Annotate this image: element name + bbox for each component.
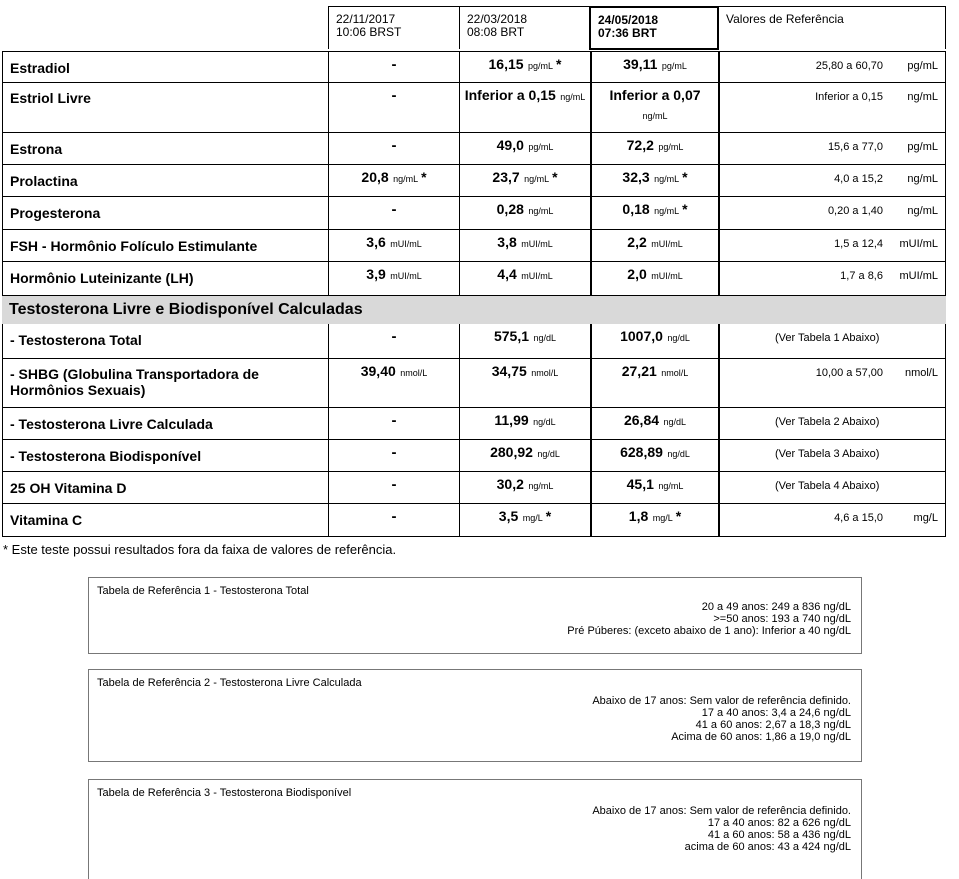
result-unit: ng/mL	[524, 174, 550, 184]
table-row	[2, 197, 946, 230]
empty-result: -	[391, 137, 397, 154]
result-value: 628,89	[620, 444, 663, 460]
result-value: 3,8	[497, 234, 517, 250]
result-cell	[459, 504, 590, 536]
reference-line: 41 a 60 anos: 2,67 a 18,3 ng/dL	[695, 719, 851, 731]
test-name-cell	[2, 324, 328, 358]
result-unit: ng/mL	[642, 111, 668, 121]
reference-cell	[720, 52, 946, 82]
header-col-2-date: 22/03/2018	[467, 12, 528, 26]
footnote: * Este teste possui resultados fora da faixa de valores de referência.	[3, 542, 397, 557]
result-unit: ng/mL	[393, 174, 419, 184]
reference-note: (Ver Tabela 4 Abaixo)	[775, 480, 880, 492]
result-unit: ng/dL	[667, 449, 690, 459]
table-row	[2, 408, 946, 440]
result-cell	[459, 262, 590, 295]
result-cell	[459, 324, 590, 358]
header-reference-label: Valores de Referência	[726, 12, 844, 26]
test-name-cell	[2, 230, 328, 261]
result-value: 39,40	[360, 363, 396, 379]
out-of-range-marker: *	[682, 201, 688, 217]
reference-unit: pg/mL	[907, 60, 938, 72]
out-of-range-marker: *	[556, 56, 562, 72]
result-cell	[459, 83, 590, 132]
result-unit: pg/mL	[658, 142, 684, 152]
result-value: 49,0	[496, 137, 524, 153]
result-cell	[459, 133, 590, 164]
reference-table-1	[88, 577, 862, 654]
result-unit: nmol/L	[661, 368, 689, 378]
reference-cell	[720, 504, 946, 536]
test-name: Progesterona	[10, 205, 101, 221]
reference-cell	[720, 133, 946, 164]
empty-result: -	[391, 444, 397, 461]
test-name: Estriol Livre	[10, 90, 91, 106]
result-unit: ng/mL	[658, 481, 684, 491]
reference-range: 1,7 a 8,6	[840, 270, 883, 282]
empty-result: -	[391, 328, 397, 345]
section-testosterona	[2, 296, 946, 324]
result-cell	[328, 197, 459, 229]
out-of-range-marker: *	[675, 508, 682, 524]
empty-result: -	[391, 56, 397, 73]
reference-cell	[720, 197, 946, 229]
result-value: 575,1	[493, 328, 530, 344]
reference-unit: ng/mL	[907, 205, 938, 217]
result-unit: nmol/L	[531, 368, 559, 378]
test-name: - Testosterona Total	[10, 332, 142, 348]
reference-note: (Ver Tabela 3 Abaixo)	[775, 448, 880, 460]
reference-note: (Ver Tabela 1 Abaixo)	[775, 332, 880, 344]
result-value: 72,2	[626, 137, 654, 153]
result-unit: mUI/mL	[651, 239, 683, 249]
test-name: Vitamina C	[10, 512, 83, 528]
test-name-cell	[2, 359, 328, 407]
test-name-cell	[2, 472, 328, 503]
table-row	[2, 440, 946, 472]
reference-unit: mUI/mL	[899, 238, 938, 250]
result-value: 1007,0	[620, 328, 663, 344]
result-cell	[328, 133, 459, 164]
header-col-1-date: 22/11/2017	[336, 12, 396, 26]
test-name-cell	[2, 52, 328, 82]
result-cell	[590, 197, 720, 229]
reference-line: acima de 60 anos: 43 a 424 ng/dL	[684, 841, 851, 853]
result-cell	[590, 133, 720, 164]
table-row	[2, 359, 946, 408]
result-cell	[328, 408, 459, 439]
reference-unit: mg/L	[913, 512, 938, 524]
result-cell	[590, 359, 720, 407]
result-unit: mg/L	[652, 513, 673, 523]
table-row	[2, 230, 946, 262]
reference-table-title: Tabela de Referência 3 - Testosterona Biodisponível	[97, 787, 352, 799]
result-unit: pg/mL	[528, 61, 554, 71]
reference-unit: ng/mL	[907, 173, 938, 185]
reference-line: Abaixo de 17 anos: Sem valor de referência definido.	[592, 695, 851, 707]
empty-result: -	[391, 476, 397, 493]
table-row	[2, 262, 946, 296]
empty-result: -	[391, 412, 397, 429]
reference-line: Acima de 60 anos: 1,86 a 19,0 ng/dL	[671, 731, 851, 743]
test-name: - SHBG (Globulina Transportadora de Hormônios Sexuais)	[10, 366, 259, 398]
result-value: 2,0	[627, 266, 647, 282]
reference-range: 25,80 a 60,70	[815, 60, 883, 72]
reference-range: 10,00 a 57,00	[815, 367, 883, 379]
result-unit: mUI/mL	[390, 271, 422, 281]
result-cell	[590, 440, 720, 471]
result-unit: pg/mL	[528, 142, 554, 152]
result-value: 280,92	[490, 444, 533, 460]
result-value: 2,2	[627, 234, 647, 250]
reference-unit: ng/mL	[907, 91, 938, 103]
reference-line: 41 a 60 anos: 58 a 436 ng/dL	[707, 829, 851, 841]
reference-table-title: Tabela de Referência 2 - Testosterona Livre Calculada	[97, 677, 362, 689]
reference-range: 15,6 a 77,0	[827, 141, 883, 153]
result-value: 0,18	[622, 201, 650, 217]
test-name: Estrona	[10, 141, 63, 157]
result-unit: ng/mL	[560, 92, 586, 102]
reference-cell	[720, 324, 946, 358]
result-cell	[590, 83, 720, 132]
result-cell	[459, 230, 590, 261]
test-name: Prolactina	[10, 173, 78, 189]
reference-cell	[720, 165, 946, 196]
result-unit: mUI/mL	[521, 271, 553, 281]
reference-line: Abaixo de 17 anos: Sem valor de referência definido.	[592, 805, 851, 817]
result-unit: mg/L	[522, 513, 543, 523]
result-value: 30,2	[496, 476, 524, 492]
reference-line: 17 a 40 anos: 82 a 626 ng/dL	[707, 817, 851, 829]
result-unit: nmol/L	[400, 368, 428, 378]
result-value: 20,8	[361, 169, 389, 185]
empty-result: -	[391, 508, 397, 525]
header-reference	[719, 6, 946, 49]
result-cell	[590, 472, 720, 503]
result-value: 3,9	[366, 266, 386, 282]
test-name: 25 OH Vitamina D	[10, 480, 127, 496]
result-cell	[590, 408, 720, 439]
result-cell	[590, 52, 720, 82]
reference-note: (Ver Tabela 2 Abaixo)	[775, 416, 880, 428]
reference-cell	[720, 408, 946, 439]
out-of-range-marker: *	[682, 169, 688, 185]
reference-table-2	[88, 669, 862, 762]
result-cell	[590, 324, 720, 358]
header-col-3-date: 24/05/2018	[598, 13, 659, 27]
reference-unit: nmol/L	[904, 367, 938, 379]
result-cell	[459, 165, 590, 196]
reference-cell	[720, 83, 946, 132]
result-unit: ng/dL	[663, 417, 687, 427]
test-name: Hormônio Luteinizante (LH)	[10, 270, 194, 286]
result-value: 3,5	[498, 508, 519, 524]
result-cell	[590, 262, 720, 295]
result-value: 16,15	[488, 56, 524, 72]
test-name: Estradiol	[10, 60, 70, 76]
result-unit: ng/dL	[533, 333, 557, 343]
out-of-range-marker: *	[545, 508, 552, 524]
reference-unit: pg/mL	[907, 141, 938, 153]
result-unit: mUI/mL	[390, 239, 422, 249]
table-row	[2, 83, 946, 133]
test-name: FSH - Hormônio Folículo Estimulante	[10, 238, 258, 254]
out-of-range-marker: *	[552, 169, 558, 185]
result-cell	[459, 472, 590, 503]
result-value: 0,28	[496, 201, 524, 217]
result-cell	[328, 440, 459, 471]
result-unit: ng/dL	[537, 449, 560, 459]
result-cell	[459, 408, 590, 439]
result-value: 39,11	[623, 56, 658, 72]
reference-range: 4,6 a 15,0	[834, 512, 883, 524]
reference-table-title: Tabela de Referência 1 - Testosterona Total	[97, 585, 309, 597]
result-value: 3,6	[366, 234, 386, 250]
reference-unit: mUI/mL	[899, 270, 938, 282]
reference-cell	[720, 230, 946, 261]
header-col-3-time: 07:36 BRT	[598, 26, 657, 40]
result-unit: ng/dL	[533, 417, 556, 427]
result-cell	[328, 83, 459, 132]
result-unit: pg/mL	[661, 61, 687, 71]
header-col-1-time: 10:06 BRST	[336, 25, 402, 39]
result-unit: ng/mL	[654, 206, 680, 216]
result-cell	[459, 197, 590, 229]
empty-result: -	[391, 201, 397, 218]
result-unit: mUI/mL	[651, 271, 683, 281]
reference-cell	[720, 472, 946, 503]
section-title: Testosterona Livre e Biodisponível Calculadas	[9, 301, 363, 318]
reference-cell	[720, 262, 946, 295]
result-unit: ng/mL	[528, 206, 554, 216]
reference-cell	[720, 359, 946, 407]
header-col-2	[459, 6, 590, 49]
result-cell	[328, 359, 459, 407]
test-name-cell	[2, 504, 328, 536]
test-name: - Testosterona Livre Calculada	[10, 416, 213, 432]
result-unit: mUI/mL	[521, 239, 553, 249]
table-row	[2, 504, 946, 537]
result-unit: ng/mL	[528, 481, 554, 491]
header-col-3	[589, 6, 719, 50]
result-cell	[459, 52, 590, 82]
result-unit: ng/mL	[654, 174, 680, 184]
reference-range: 1,5 a 12,4	[834, 238, 883, 250]
header-col-1	[328, 6, 459, 49]
test-name: - Testosterona Biodisponível	[10, 448, 202, 464]
result-value: 34,75	[491, 363, 527, 379]
reference-line: 20 a 49 anos: 249 a 836 ng/dL	[701, 601, 851, 613]
result-value: 4,4	[497, 266, 517, 282]
result-value: 45,1	[626, 476, 654, 492]
test-name-cell	[2, 440, 328, 471]
result-cell	[459, 359, 590, 407]
empty-result: -	[391, 87, 397, 104]
table-row	[2, 51, 946, 83]
result-cell	[328, 472, 459, 503]
result-value: 1,8	[628, 508, 649, 524]
reference-line: >=50 anos: 193 a 740 ng/dL	[713, 613, 851, 625]
reference-range: 4,0 a 15,2	[834, 173, 883, 185]
reference-table-3	[88, 779, 862, 879]
result-value: 32,3	[622, 169, 650, 185]
test-name-cell	[2, 133, 328, 164]
result-cell	[328, 324, 459, 358]
test-name-cell	[2, 197, 328, 229]
result-cell	[459, 440, 590, 471]
table-row	[2, 165, 946, 197]
test-name-cell	[2, 262, 328, 295]
out-of-range-marker: *	[421, 169, 427, 185]
result-value: 26,84	[623, 412, 660, 428]
test-name-cell	[2, 83, 328, 132]
result-cell	[328, 504, 459, 536]
result-value: 27,21	[621, 363, 657, 379]
result-cell	[590, 504, 720, 536]
result-cell	[590, 165, 720, 196]
result-value: 11,99	[494, 412, 529, 428]
table-row	[2, 324, 946, 359]
result-cell	[328, 230, 459, 261]
reference-range: 0,20 a 1,40	[827, 205, 883, 217]
result-unit: ng/dL	[667, 333, 690, 343]
result-cell	[328, 52, 459, 82]
header-col-2-time: 08:08 BRT	[467, 25, 525, 39]
table-row	[2, 472, 946, 504]
reference-line: Pré Púberes: (exceto abaixo de 1 ano): Inferior a 40 ng/dL	[567, 625, 851, 637]
test-name-cell	[2, 165, 328, 196]
result-value: Inferior a 0,07	[609, 87, 701, 103]
test-name-cell	[2, 408, 328, 439]
result-cell	[328, 165, 459, 196]
result-value: 23,7	[492, 169, 520, 185]
reference-cell	[720, 440, 946, 471]
table-row	[2, 133, 946, 165]
result-cell	[328, 262, 459, 295]
result-value: Inferior a 0,15	[464, 87, 556, 103]
reference-line: 17 a 40 anos: 3,4 a 24,6 ng/dL	[701, 707, 851, 719]
result-cell	[590, 230, 720, 261]
reference-range: Inferior a 0,15	[815, 91, 883, 103]
